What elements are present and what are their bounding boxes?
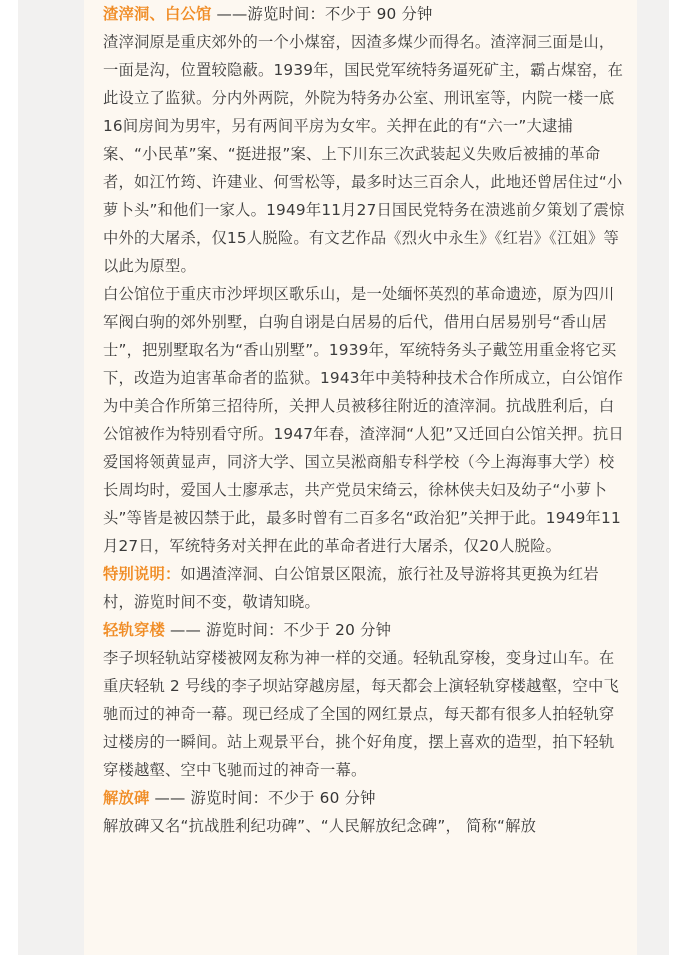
notice-paragraph bbox=[103, 560, 627, 616]
section-heading-zhazidong bbox=[103, 0, 627, 28]
section-title: 轻轨穿楼 bbox=[103, 621, 165, 639]
page-frame bbox=[18, 0, 669, 955]
paragraph-baigongguan: 白公馆位于重庆市沙坪坝区歌乐山，是一处缅怀英烈的革命遗迹，原为四川军阀白驹的郊外别墅，白驹自诩是白居易的后代，借用白居易别号“香山居士”，把别墅取名为“香山别墅”。1939年，军统特务头子戴笠用重金将它买下，改造为迫害革命者的监狱。1943年中美特种技术合作所成立，白公馆作为中美合作所第三招待所，关押人员被移往附近的渣滓洞。抗战胜利后，白公馆被作为特别看守所。1947年春，渣滓洞“人犯”又迁回白公馆关押。抗日爱国将领黄显声，同济大学、国立吴淞商船专科学校（今上海海事大学）校长周均时，爱国人士廖承志，共产党员宋绮云，徐林侠夫妇及幼子“小萝卜头”等皆是被囚禁于此，最多时曾有二百多名“政治犯”关押于此。1949年11月27日，军统特务对关押在此的革命者进行大屠杀，仅20人脱险。 bbox=[103, 285, 624, 555]
article-body bbox=[84, 0, 627, 840]
section-title: 解放碑 bbox=[103, 789, 150, 807]
section-subtitle: —— 游览时间：不少于 60 分钟 bbox=[149, 789, 376, 807]
paragraph-jiefangbei: 解放碑又名“抗战胜利纪功碑”、“人民解放纪念碑”， 简称“解放 bbox=[103, 817, 537, 835]
section-title: 渣滓洞、白公馆 bbox=[103, 5, 212, 23]
paragraph-light-rail: 李子坝轻轨站穿楼被网友称为神一样的交通。轻轨乱穿梭，变身过山车。在重庆轻轨 2 号线的李子坝站穿越房屋，每天都会上演轻轨穿楼越壑，空中飞驰而过的神奇一幕。现已经成了全国的网红景点，每天都有很多人拍轻轨穿过楼房的一瞬间。站上观景平台，挑个好角度，摆上喜欢的造型，拍下轻轨穿楼越壑、空中飞驰而过的神奇一幕。 bbox=[103, 649, 619, 779]
notice-label: 特别说明： bbox=[103, 565, 181, 583]
section-subtitle: ——游览时间：不少于 90 分钟 bbox=[211, 5, 433, 23]
article-card bbox=[84, 0, 637, 955]
section-heading-light-rail bbox=[103, 616, 627, 644]
paragraph-zhazidong: 渣滓洞原是重庆郊外的一个小煤窑，因渣多煤少而得名。渣滓洞三面是山，一面是沟，位置较隐蔽。1939年，国民党军统特务逼死矿主，霸占煤窑，在此设立了监狱。分内外两院，外院为特务办公室、刑讯室等，内院一楼一底16间房间为男牢，另有两间平房为女牢。关押在此的有“六一”大逮捕案、“小民革”案、“挺进报”案、上下川东三次武装起义失败后被捕的革命者，如江竹筠、许建业、何雪松等，最多时达三百余人，此地还曾居住过“小萝卜头”和他们一家人。1949年11月27日国民党特务在溃逃前夕策划了震惊中外的大屠杀，仅15人脱险。有文艺作品《烈火中永生》《红岩》《江姐》等以此为原型。 bbox=[103, 33, 625, 275]
notice-text: 如遇渣滓洞、白公馆景区限流，旅行社及导游将其更换为红岩村，游览时间不变，敬请知晓。 bbox=[103, 565, 599, 611]
section-subtitle: —— 游览时间：不少于 20 分钟 bbox=[165, 621, 392, 639]
section-heading-jiefangbei bbox=[103, 784, 627, 812]
